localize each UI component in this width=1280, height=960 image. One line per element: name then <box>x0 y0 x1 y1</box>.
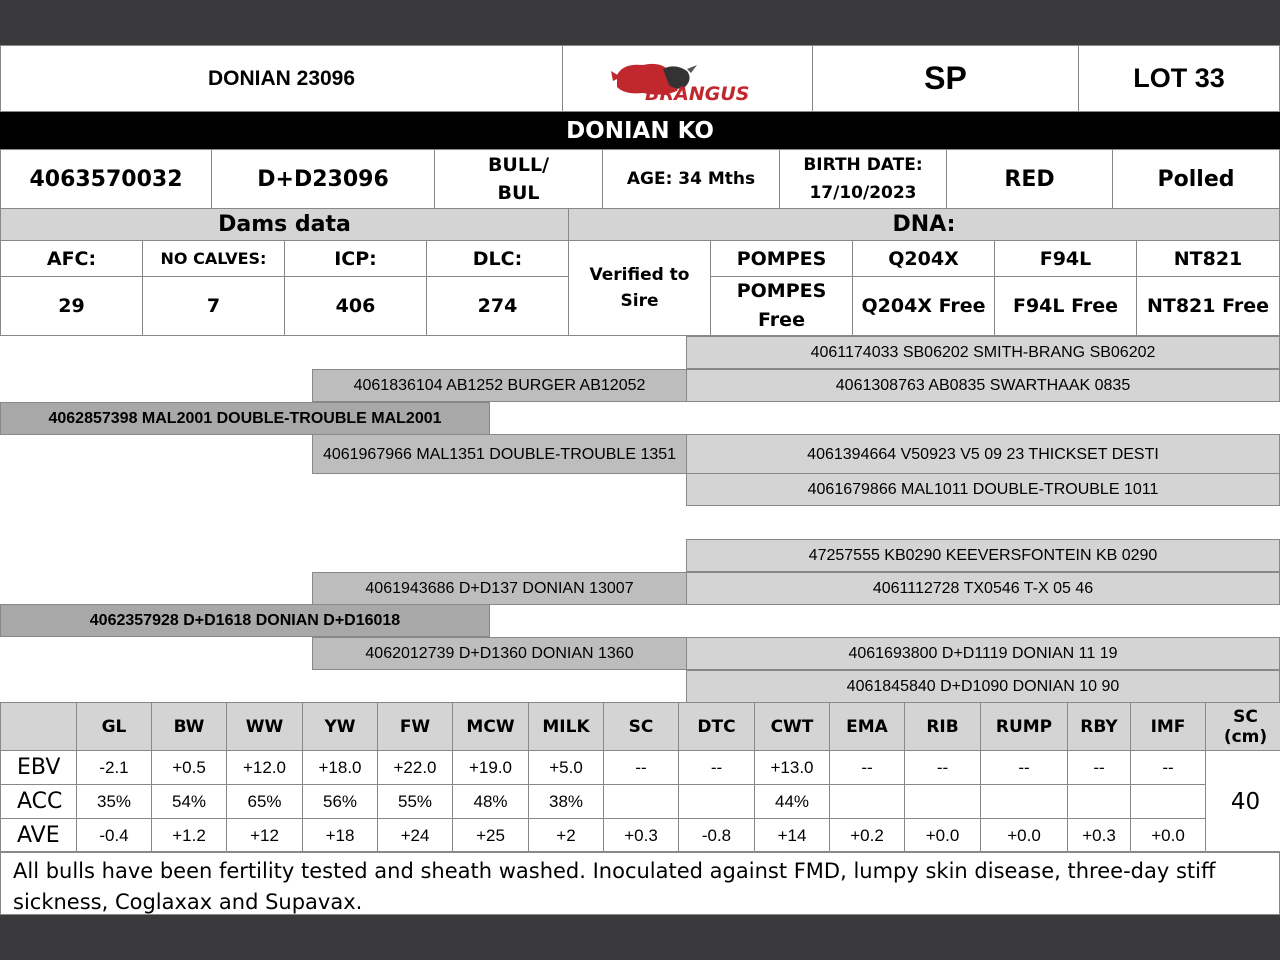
acc-cell: 44% <box>755 785 830 819</box>
afc-label: AFC: <box>0 240 143 277</box>
no-calves-value: 7 <box>142 276 285 336</box>
ebv-column-header: WW <box>227 703 303 751</box>
pedigree-great-granddam: 4061308763 AB0835 SWARTHAAK 0835 <box>686 369 1280 402</box>
pedigree-sire: 4062857398 MAL2001 DOUBLE-TROUBLE MAL2001 <box>0 402 490 435</box>
row-label: EBV <box>1 751 77 785</box>
no-calves-label: NO CALVES: <box>142 240 285 277</box>
ave-cell: +25 <box>453 819 529 853</box>
pedigree-great-granddam: 4061112728 TX0546 T-X 05 46 <box>686 572 1280 605</box>
ave-cell: -0.4 <box>77 819 152 853</box>
age: AGE: 34 Mths <box>602 149 780 209</box>
ebv-cell: -- <box>1068 751 1131 785</box>
ave-cell: +0.2 <box>830 819 905 853</box>
icp-value: 406 <box>284 276 427 336</box>
acc-cell <box>830 785 905 819</box>
pedigree-great-granddam: 4061679866 MAL1011 DOUBLE-TROUBLE 1011 <box>686 473 1280 506</box>
ebv-column-header: EMA <box>830 703 905 751</box>
ebv-cell: +18.0 <box>303 751 378 785</box>
ebv-cell: +5.0 <box>529 751 604 785</box>
dlc-label: DLC: <box>426 240 569 277</box>
ebv-row <box>1 751 1280 785</box>
icp-label: ICP: <box>284 240 427 277</box>
acc-cell: 35% <box>77 785 152 819</box>
svg-text:BRANGUS: BRANGUS <box>644 82 749 105</box>
ave-cell: +2 <box>529 819 604 853</box>
ave-cell: -0.8 <box>679 819 755 853</box>
sc-cm-header: SC (cm) <box>1206 703 1280 751</box>
fertility-note: All bulls have been fertility tested and sheath washed. Inoculated against FMD, lumpy skin disease, three-day stiff sickness, Coglaxax and Supavax. <box>0 851 1280 915</box>
pedigree-dam: 4062357928 D+D1618 DONIAN D+D16018 <box>0 604 490 637</box>
corner-cell <box>1 703 77 751</box>
sc-cm-value: 40 <box>1206 751 1280 853</box>
ebv-cell: +13.0 <box>755 751 830 785</box>
verified-to-sire: Verified to Sire <box>568 240 711 336</box>
acc-cell: 48% <box>453 785 529 819</box>
ebv-column-header: GL <box>77 703 152 751</box>
ebv-cell: -- <box>905 751 981 785</box>
dna-test-result: Q204X Free <box>852 276 995 336</box>
grade: SP <box>812 45 1079 112</box>
acc-cell: 55% <box>378 785 453 819</box>
ebv-column-header: MCW <box>453 703 529 751</box>
acc-cell: 65% <box>227 785 303 819</box>
acc-cell <box>905 785 981 819</box>
afc-value: 29 <box>0 276 143 336</box>
dna-test-label: F94L <box>994 240 1137 277</box>
acc-cell <box>604 785 679 819</box>
ebv-column-header: IMF <box>1131 703 1206 751</box>
ebv-column-header: RIB <box>905 703 981 751</box>
ave-row <box>1 819 1280 853</box>
ave-cell: +0.3 <box>604 819 679 853</box>
ebv-cell: +19.0 <box>453 751 529 785</box>
ebv-cell: +0.5 <box>152 751 227 785</box>
ebv-column-header: CWT <box>755 703 830 751</box>
ave-cell: +12 <box>227 819 303 853</box>
ebv-cell: -- <box>679 751 755 785</box>
ebv-column-header: FW <box>378 703 453 751</box>
ebv-cell: -2.1 <box>77 751 152 785</box>
pedigree-great-grandsire: 4061693800 D+D1119 DONIAN 11 19 <box>686 637 1280 670</box>
ebv-column-header: DTC <box>679 703 755 751</box>
ebv-column-header: SC <box>604 703 679 751</box>
ebv-header-row <box>1 703 1280 751</box>
dna-test-result: POMPES Free <box>710 276 853 336</box>
ave-cell: +0.0 <box>981 819 1068 853</box>
lot-number: LOT 33 <box>1078 45 1280 112</box>
acc-cell <box>1131 785 1206 819</box>
ebv-cell: -- <box>830 751 905 785</box>
colour: RED <box>946 149 1113 209</box>
dlc-value: 274 <box>426 276 569 336</box>
birth-date <box>779 149 947 209</box>
registration-number: 4063570032 <box>0 149 212 209</box>
sale-sheet <box>0 45 1280 915</box>
ave-cell: +1.2 <box>152 819 227 853</box>
brangus-logo <box>562 45 813 112</box>
acc-cell: 54% <box>152 785 227 819</box>
ebv-column-header: MILK <box>529 703 604 751</box>
ebv-cell: +22.0 <box>378 751 453 785</box>
tag-number: D+D23096 <box>211 149 435 209</box>
acc-row <box>1 785 1280 819</box>
pedigree-great-grandsire: 4061174033 SB06202 SMITH-BRANG SB06202 <box>686 336 1280 369</box>
animal-id: DONIAN 23096 <box>0 45 563 112</box>
acc-cell: 56% <box>303 785 378 819</box>
acc-cell: 38% <box>529 785 604 819</box>
birth-date-value: 17/10/2023 <box>809 183 917 203</box>
sex: BULL/ BUL <box>434 149 603 209</box>
pedigree-granddam: 4062012739 D+D1360 DONIAN 1360 <box>312 637 687 670</box>
ebv-column-header: YW <box>303 703 378 751</box>
acc-cell <box>1068 785 1131 819</box>
animal-name-bar: DONIAN KO <box>0 112 1280 149</box>
bull-logo-icon <box>603 53 773 105</box>
birth-date-label: BIRTH DATE: <box>803 155 923 175</box>
ebv-cell: -- <box>604 751 679 785</box>
dna-test-result: F94L Free <box>994 276 1137 336</box>
ave-cell: +0.0 <box>905 819 981 853</box>
ebv-cell: -- <box>981 751 1068 785</box>
ave-cell: +0.0 <box>1131 819 1206 853</box>
pedigree-great-granddam: 4061845840 D+D1090 DONIAN 10 90 <box>686 670 1280 703</box>
dna-test-label: NT821 <box>1136 240 1280 277</box>
dna-title: DNA: <box>568 208 1280 241</box>
dams-data-title: Dams data <box>0 208 569 241</box>
ebv-table <box>0 702 1280 853</box>
dna-test-label: Q204X <box>852 240 995 277</box>
pedigree-great-grandsire: 47257555 KB0290 KEEVERSFONTEIN KB 0290 <box>686 539 1280 572</box>
pedigree-grandsire: 4061836104 AB1252 BURGER AB12052 <box>312 369 687 402</box>
dna-test-label: POMPES <box>710 240 853 277</box>
row-label: AVE <box>1 819 77 853</box>
ave-cell: +24 <box>378 819 453 853</box>
pedigree-granddam: 4061967966 MAL1351 DOUBLE-TROUBLE 1351 <box>312 434 687 474</box>
ebv-cell: -- <box>1131 751 1206 785</box>
ave-cell: +18 <box>303 819 378 853</box>
row-label: ACC <box>1 785 77 819</box>
ave-cell: +14 <box>755 819 830 853</box>
dna-test-result: NT821 Free <box>1136 276 1280 336</box>
pedigree-great-grandsire: 4061394664 V50923 V5 09 23 THICKSET DESTI <box>686 434 1280 474</box>
pedigree-grandsire: 4061943686 D+D137 DONIAN 13007 <box>312 572 687 605</box>
ebv-cell: +12.0 <box>227 751 303 785</box>
horn-status: Polled <box>1112 149 1280 209</box>
ebv-column-header: BW <box>152 703 227 751</box>
ave-cell: +0.3 <box>1068 819 1131 853</box>
ebv-column-header: RBY <box>1068 703 1131 751</box>
acc-cell <box>981 785 1068 819</box>
acc-cell <box>679 785 755 819</box>
ebv-column-header: RUMP <box>981 703 1068 751</box>
